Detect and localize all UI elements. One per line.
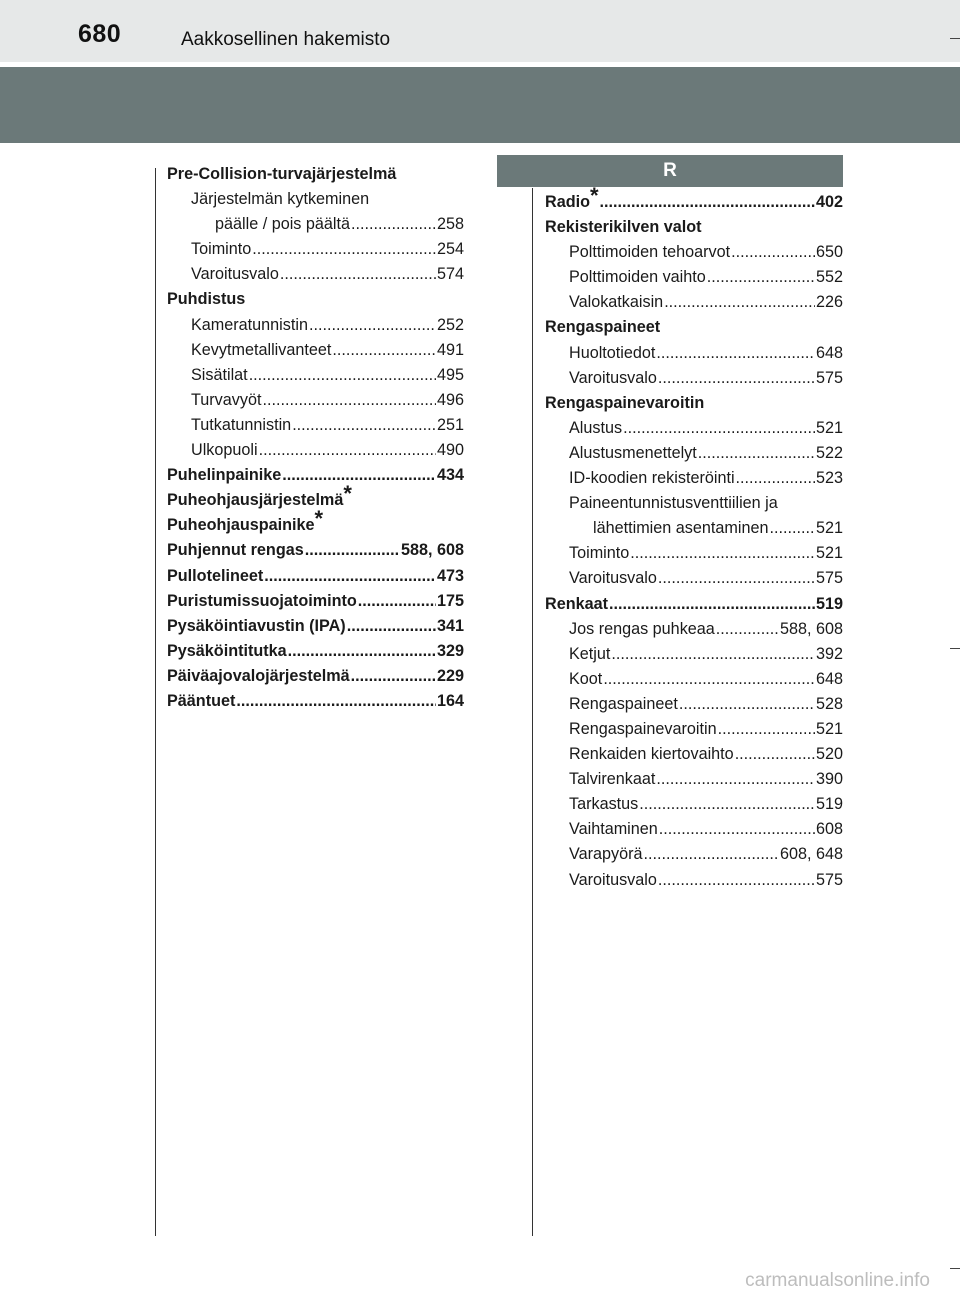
page-reference: 496 — [436, 390, 464, 409]
index-entry — [545, 842, 843, 867]
dot-leader — [252, 237, 436, 262]
entry-label-text: Polttimoiden tehoarvot — [569, 243, 731, 262]
index-entry — [167, 287, 464, 312]
page-reference: 495 — [436, 365, 464, 384]
entry-label-text: Vaihtaminen — [569, 820, 658, 839]
entry-label-text: Valokatkaisin — [569, 293, 664, 312]
entry-label — [167, 589, 357, 614]
section-letter-bar: R — [497, 155, 843, 187]
page-reference: 575 — [815, 569, 843, 588]
entry-label-text: Koot — [569, 669, 603, 688]
page-reference: 574 — [436, 265, 464, 284]
entry-label-text: Sisätilat — [191, 365, 248, 384]
entry-label-text: Polttimoiden vaihto — [569, 268, 706, 287]
page-reference: 341 — [436, 616, 464, 635]
entry-label-text: Puhjennut rengas — [167, 541, 304, 560]
crop-mark — [950, 1268, 960, 1269]
page-reference: 575 — [815, 368, 843, 387]
entry-label-text: Toiminto — [569, 544, 630, 563]
entry-label — [167, 664, 350, 689]
entry-label-text: Varapyörä — [569, 845, 643, 864]
index-entry — [167, 413, 464, 438]
entry-label — [569, 667, 602, 692]
entry-label-text: Renkaat — [545, 594, 608, 613]
index-entry — [167, 614, 464, 639]
dot-leader — [611, 642, 815, 667]
entry-label-text: lähettimien asentaminen — [593, 519, 769, 538]
index-entry — [545, 692, 843, 717]
entry-label — [167, 564, 263, 589]
entry-label — [569, 868, 657, 893]
entry-label-text: Alustusmenettelyt — [569, 443, 697, 462]
dot-leader — [623, 416, 815, 441]
entry-label-text: Pääntuet — [167, 691, 236, 710]
page-reference: 229 — [436, 666, 464, 685]
entry-label-text: Rengaspaineet — [545, 318, 661, 337]
entry-label-text: Toiminto — [191, 240, 252, 259]
entry-label — [191, 438, 258, 463]
entry-label — [191, 388, 261, 413]
page-reference: 608 — [815, 820, 843, 839]
entry-label — [167, 689, 235, 714]
entry-label-text: Rekisterikilven valot — [545, 218, 702, 237]
index-entry — [545, 566, 843, 591]
entry-label — [191, 262, 279, 287]
asterisk-marker: * — [343, 481, 352, 507]
column-divider-left — [155, 168, 156, 1236]
dot-leader — [259, 438, 436, 463]
page-reference: 175 — [436, 591, 464, 610]
page-reference: 521 — [815, 519, 843, 538]
entry-label — [569, 341, 655, 366]
entry-label — [569, 416, 622, 441]
entry-label — [569, 792, 638, 817]
dot-leader — [609, 592, 815, 617]
entry-label — [167, 538, 304, 563]
entry-label-text: Kevytmetallivanteet — [191, 340, 332, 359]
dot-leader — [656, 341, 815, 366]
entry-label — [545, 183, 599, 215]
entry-label-text: Varoitusvalo — [569, 569, 657, 588]
page-reference: 528 — [815, 694, 843, 713]
index-entry — [545, 265, 843, 290]
page-reference: 608, 648 — [779, 845, 843, 864]
entry-label — [545, 215, 702, 240]
entry-label — [569, 441, 697, 466]
page-reference: 252 — [436, 315, 464, 334]
watermark: carmanualsonline.info — [745, 1270, 930, 1291]
page-reference: 588, 608 — [779, 619, 843, 638]
page-reference: 434 — [436, 466, 464, 485]
dot-leader — [718, 717, 815, 742]
dot-leader — [603, 667, 815, 692]
entry-label-text: Tutkatunnistin — [191, 415, 292, 434]
index-entry — [545, 290, 843, 315]
index-entry — [545, 742, 843, 767]
dot-leader — [769, 516, 815, 541]
entry-label-text: Paineentunnistusventtiilien ja — [569, 494, 778, 513]
index-entry — [167, 212, 464, 237]
entry-label-text: Pysäköintitutka — [167, 641, 287, 660]
index-entry — [545, 717, 843, 742]
entry-label-text: Puhdistus — [167, 290, 246, 309]
page-reference: 520 — [815, 745, 843, 764]
entry-label — [569, 692, 678, 717]
index-entry — [545, 617, 843, 642]
dot-leader — [639, 792, 815, 817]
index-entry — [545, 541, 843, 566]
entry-label — [569, 742, 734, 767]
dot-leader — [236, 689, 436, 714]
index-entry — [167, 388, 464, 413]
dot-leader — [643, 842, 779, 867]
page-reference: 648 — [815, 669, 843, 688]
index-entry — [545, 441, 843, 466]
page-reference: 650 — [815, 243, 843, 262]
entry-label-text: Varoitusvalo — [569, 870, 657, 889]
entry-label-text: Puheohjauspainike — [167, 516, 315, 535]
dot-leader — [630, 541, 815, 566]
entry-label — [167, 639, 287, 664]
index-column-left — [167, 162, 464, 714]
entry-label — [593, 516, 768, 541]
index-entry — [545, 792, 843, 817]
asterisk-marker: * — [314, 506, 324, 532]
entry-label-text: Alustus — [569, 418, 623, 437]
entry-label — [191, 237, 251, 262]
entry-label — [167, 506, 324, 538]
page-reference: 521 — [815, 544, 843, 563]
page-reference: 164 — [436, 691, 464, 710]
page-reference: 521 — [815, 418, 843, 437]
crop-mark — [950, 38, 960, 39]
asterisk-marker: * — [589, 183, 599, 208]
dot-leader — [249, 363, 436, 388]
dot-leader — [679, 692, 815, 717]
dot-leader — [280, 262, 436, 287]
index-entry — [167, 664, 464, 689]
page-reference: 522 — [815, 443, 843, 462]
page-reference: 552 — [815, 268, 843, 287]
index-entry — [545, 183, 843, 215]
index-entry — [545, 868, 843, 893]
entry-label-text: päälle / pois päältä — [215, 215, 350, 234]
dot-leader — [351, 212, 436, 237]
dot-leader — [262, 388, 436, 413]
page-reference: 226 — [815, 293, 843, 312]
page-reference: 519 — [815, 795, 843, 814]
index-entry — [167, 187, 464, 212]
page-reference: 523 — [815, 469, 843, 488]
dot-leader — [358, 589, 436, 614]
index-entry — [545, 466, 843, 491]
index-entry — [545, 592, 843, 617]
index-entry — [545, 315, 843, 340]
index-entry — [545, 642, 843, 667]
index-entry — [545, 817, 843, 842]
entry-label-text: Järjestelmän kytkeminen — [191, 190, 370, 209]
entry-label — [569, 240, 730, 265]
dot-leader — [658, 868, 815, 893]
entry-label-text: Päiväajovalojärjestelmä — [167, 666, 350, 685]
page-reference: 392 — [815, 644, 843, 663]
page-reference: 390 — [815, 770, 843, 789]
dot-leader — [735, 742, 815, 767]
entry-label-text: Rengaspaineet — [569, 694, 678, 713]
entry-label-text: Ketjut — [569, 644, 611, 663]
dot-leader — [309, 313, 436, 338]
entry-label-text: Pysäköintiavustin (IPA) — [167, 616, 346, 635]
index-entry — [545, 341, 843, 366]
dot-leader — [292, 413, 436, 438]
entry-label-text: Jos rengas puhkeaa — [569, 619, 715, 638]
entry-label — [167, 463, 281, 488]
chapter-banner — [0, 67, 960, 143]
page-reference: 473 — [436, 566, 464, 585]
entry-label — [569, 642, 610, 667]
entry-label — [191, 313, 308, 338]
index-entry — [167, 589, 464, 614]
dot-leader — [288, 639, 436, 664]
index-entry — [545, 391, 843, 416]
page-reference: 258 — [436, 215, 464, 234]
dot-leader — [658, 566, 815, 591]
entry-label-text: Pullotelineet — [167, 566, 264, 585]
entry-label — [167, 481, 352, 513]
page-title: Aakkosellinen hakemisto — [181, 29, 391, 50]
entry-label — [167, 162, 396, 187]
page-reference: 490 — [436, 441, 464, 460]
entry-label — [191, 338, 331, 363]
entry-label — [569, 466, 735, 491]
entry-label-text: ID-koodien rekisteröinti — [569, 469, 735, 488]
entry-label — [569, 491, 778, 516]
entry-label — [569, 817, 658, 842]
page-number: 680 — [78, 20, 122, 48]
index-entry — [545, 240, 843, 265]
entry-label — [545, 391, 704, 416]
entry-label — [569, 290, 663, 315]
dot-leader — [347, 614, 436, 639]
entry-label-text: Renkaiden kiertovaihto — [569, 745, 734, 764]
index-entry — [167, 262, 464, 287]
entry-label — [191, 187, 369, 212]
index-entry — [167, 338, 464, 363]
index-entry — [545, 767, 843, 792]
page-reference: 519 — [815, 594, 843, 613]
entry-label-text: Varoitusvalo — [191, 265, 279, 284]
dot-leader — [305, 538, 400, 563]
entry-label-text: Talvirenkaat — [569, 770, 656, 789]
dot-leader — [351, 664, 436, 689]
entry-label-text: Huoltotiedot — [569, 343, 656, 362]
entry-label — [569, 566, 657, 591]
entry-label — [191, 413, 291, 438]
entry-label — [569, 541, 629, 566]
index-entry — [167, 689, 464, 714]
entry-label — [569, 842, 642, 867]
dot-leader — [659, 817, 815, 842]
page-reference: 491 — [436, 340, 464, 359]
dot-leader — [664, 290, 815, 315]
entry-label — [191, 363, 248, 388]
index-entry — [545, 416, 843, 441]
entry-label-text: Radio — [545, 193, 590, 211]
entry-label-text: Rengaspainevaroitin — [569, 719, 717, 738]
index-entry — [167, 237, 464, 262]
entry-label-text: Puheohjausjärjestelmä — [167, 491, 344, 510]
entry-label — [569, 366, 657, 391]
entry-label-text: Turvavyöt — [191, 390, 262, 409]
entry-label-text: Kameratunnistin — [191, 315, 308, 334]
dot-leader — [332, 338, 436, 363]
index-entry — [167, 438, 464, 463]
entry-label — [569, 767, 655, 792]
entry-label-text: Tarkastus — [569, 795, 639, 814]
index-entry — [167, 538, 464, 563]
dot-leader — [264, 564, 436, 589]
entry-label — [545, 592, 608, 617]
dot-leader — [716, 617, 779, 642]
column-divider-right — [532, 188, 533, 1236]
page-reference: 402 — [815, 193, 843, 211]
entry-label — [569, 617, 715, 642]
page-reference: 251 — [436, 415, 464, 434]
index-entry — [545, 667, 843, 692]
index-entry — [167, 313, 464, 338]
crop-mark — [950, 648, 960, 649]
page-reference: 575 — [815, 870, 843, 889]
entry-label-text: Rengaspainevaroitin — [545, 393, 705, 412]
index-column-right — [545, 183, 843, 893]
index-entry — [545, 366, 843, 391]
page-reference: 648 — [815, 343, 843, 362]
entry-label — [167, 614, 346, 639]
dot-leader — [736, 466, 815, 491]
page-reference: 588, 608 — [400, 541, 464, 560]
entry-label-text: Varoitusvalo — [569, 368, 657, 387]
dot-leader — [698, 441, 815, 466]
dot-leader — [282, 463, 436, 488]
entry-label — [215, 212, 350, 237]
dot-leader — [658, 366, 815, 391]
entry-label — [545, 315, 660, 340]
entry-label — [569, 265, 706, 290]
index-entry — [167, 463, 464, 488]
entry-label — [569, 717, 717, 742]
entry-label-text: Pre-Collision-turvajärjestelmä — [167, 165, 397, 183]
index-entry — [167, 564, 464, 589]
index-entry — [545, 491, 843, 516]
index-entry — [545, 215, 843, 240]
index-entry — [167, 506, 464, 538]
entry-label-text: Puhelinpainike — [167, 466, 282, 485]
page-reference: 254 — [436, 240, 464, 259]
index-entry — [167, 162, 464, 187]
entry-label — [167, 287, 245, 312]
dot-leader — [731, 240, 815, 265]
dot-leader — [656, 767, 815, 792]
entry-label-text: Puristumissuojatoiminto — [167, 591, 357, 610]
header-strip — [0, 0, 960, 62]
dot-leader — [600, 190, 815, 215]
index-entry — [167, 639, 464, 664]
entry-label-text: Ulkopuoli — [191, 441, 258, 460]
index-entry — [167, 363, 464, 388]
dot-leader — [707, 265, 815, 290]
page-reference: 521 — [815, 719, 843, 738]
page-reference: 329 — [436, 641, 464, 660]
index-entry — [545, 516, 843, 541]
